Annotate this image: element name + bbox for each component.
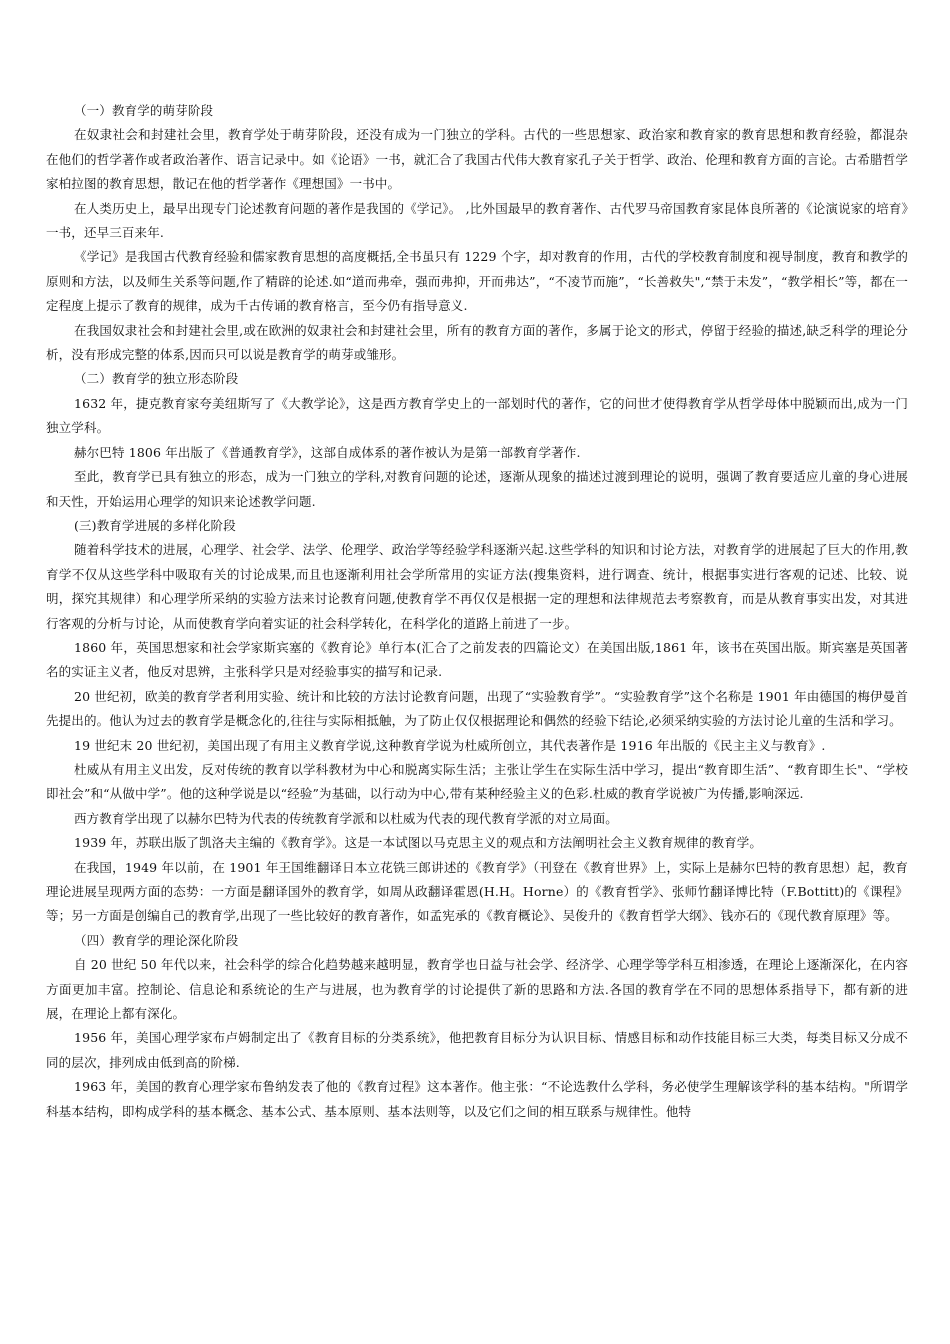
paragraph: 赫尔巴特 1806 年出版了《普通教育学》，这部自成体系的著作被认为是第一部教育学著作. [74,444,581,460]
paragraph: 1860 年，英国思想家和社会学家斯宾塞的《教育论》单行本(汇合了之前发表的四篇论文）在美国出版,1861 年，该书在英国出版。斯宾塞是英国著名的实证主义者，他反对思辨，主张科学只是对经验事实的描写和记录. [46,639,908,680]
paragraph: 在我国，1949 年以前，在 1901 年王国维翻译日本立花铣三郎讲述的《教育学》（刊登在《教育世界》上，实际上是赫尔巴特的教育思想）起，教育理论进展呈现两方面的态势：一方面是翻译国外的教育学，如周从政翻译霍恩(H.H。Horne）的《教育哲学》、张师竹翻译博比特（F.Bottitt)的《课程》等；另一方面是创编自己的教育学,出现了一些比较好的教育著作，如孟宪承的《教育概论》、吴俊升的《教育哲学大纲》、钱亦石的《现代教育原理》等。 [46,859,908,924]
paragraph: 1956 年，美国心理学家布卢姆制定出了《教育目标的分类系统》，他把教育目标分为认识目标、情感目标和动作技能目标三大类，每类目标又分成不同的层次，排列成由低到高的阶梯. [46,1030,908,1070]
section-heading-2: （二）教育学的独立形态阶段 [74,371,239,387]
paragraph: 20 世纪初，欧美的教育学者利用实验、统计和比较的方法讨论教育问题，出现了“实验教育学”。“实验教育学”这个名称是 1901 年由德国的梅伊曼首先提出的。他认为过去的教育学是概念化的,往往与实际相抵触，为了防止仅仅根据理论和偶然的经验下结论,必须采纳实验的方法讨论儿童的生活和学习。 [46,688,908,729]
paragraph: 随着科学技术的进展，心理学、社会学、法学、伦理学、政治学等经验学科逐渐兴起.这些学科的知识和讨论方法，对教育学的进展起了巨大的作用,教育学不仅从这些学科中吸取有关的讨论成果,而且也逐渐利用社会学所常用的实证方法(搜集资料，进行调查、统计，根据事实进行客观的记述、比较、说明，探究其规律）和心理学所采纳的实验方法来讨论教育问题,使教育学不再仅仅是根据一定的理想和法律规范去考察教育，而是从教育事实出发，对其进行客观的分析与讨论，从而使教育学向着实证的社会科学转化，在科学化的道路上前进了一步。 [46,542,908,631]
paragraph: 在人类历史上，最早出现专门论述教育问题的著作是我国的《学记》。 ,比外国最早的教育著作、古代罗马帝国教育家昆体良所著的《论演说家的培育》一书，还早三百来年. [46,200,908,241]
paragraph: 至此，教育学已具有独立的形态，成为一门独立的学科,对教育问题的论述，逐渐从现象的描述过渡到理论的说明，强调了教育要适应儿童的身心进展和天性，开始运用心理学的知识来论述教学问题. [46,469,908,509]
document-body [46,99,908,1124]
paragraph: 1632 年，捷克教育家夸美纽斯写了《大教学论》，这是西方教育学史上的一部划时代的著作，它的问世才使得教育学从哲学母体中脱颖而出,成为一门独立学科。 [46,395,908,436]
paragraph: 《学记》是我国古代教育经验和儒家教育思想的高度概括,全书虽只有 1229 个字，却对教育的作用，古代的学校教育制度和视导制度，教育和教学的原则和方法，以及师生关系等问题,作了精辟的论述.如“道而弗牵，强而弗抑，开而弗达”，“不凌节而施”，“长善救失",“禁于未发”，“教学相长”等，都在一定程度上提示了教育的规律，成为千古传诵的教育格言，至今仍有指导意义. [46,249,908,314]
paragraph: 在我国奴隶社会和封建社会里,或在欧洲的奴隶社会和封建社会里，所有的教育方面的著作，多属于论文的形式，停留于经验的描述,缺乏科学的理论分析，没有形成完整的体系,因而只可以说是教育学的萌芽或雏形。 [46,322,908,363]
section-heading-4: （四）教育学的理论深化阶段 [74,932,239,948]
section-heading-3: (三)教育学进展的多样化阶段 [74,517,236,533]
paragraph: 自 20 世纪 50 年代以来，社会科学的综合化趋势越来越明显，教育学也日益与社会学、经济学、心理学等学科互相渗透，在理论上逐渐深化，在内容方面更加丰富。控制论、信息论和系统论的生产与进展，也为教育学的讨论提供了新的思路和方法.各国的教育学在不同的思想体系指导下，都有新的进展，在理论上都有深化。 [46,957,908,1022]
section-heading-1: （一）教育学的萌芽阶段 [74,103,214,118]
paragraph: 1939 年，苏联出版了凯洛夫主编的《教育学》。这是一本试图以马克思主义的观点和方法阐明社会主义教育规律的教育学。 [74,835,763,851]
paragraph: 19 世纪末 20 世纪初，美国出现了有用主义教育学说,这种教育学说为杜威所创立，其代表著作是 1916 年出版的《民主主义与教育》. [74,737,826,753]
paragraph: 杜威从有用主义出发，反对传统的教育以学科教材为中心和脱离实际生活；主张让学生在实际生活中学习，提出“教育即生活”、“教育即生长"、“学校即社会”和“从做中学”。他的这种学说是以“经验”为基础，以行动为中心,带有某种经验主义的色彩.杜威的教育学说被广为传播,影响深远. [46,761,908,802]
paragraph: 1963 年，美国的教育心理学家布鲁纳发表了他的《教育过程》这本著作。他主张：“不论选教什么学科，务必使学生理解该学科的基本结构。"所谓学科基本结构，即构成学科的基本概念、基本公式、基本原则、基本法则等，以及它们之间的相互联系与规律性。他特 [46,1079,908,1119]
paragraph: 在奴隶社会和封建社会里，教育学处于萌芽阶段，还没有成为一门独立的学科。古代的一些思想家、政治家和教育家的教育思想和教育经验，都混杂在他们的哲学著作或者政治著作、语言记录中。如《论语》一书，就汇合了我国古代伟大教育家孔子关于哲学、政治、伦理和教育方面的言论。古希腊哲学家柏拉图的教育思想，散记在他的哲学著作《理想国》一书中。 [46,127,908,192]
paragraph: 西方教育学出现了以赫尔巴特为代表的传统教育学派和以杜威为代表的现代教育学派的对立局面。 [74,810,618,826]
